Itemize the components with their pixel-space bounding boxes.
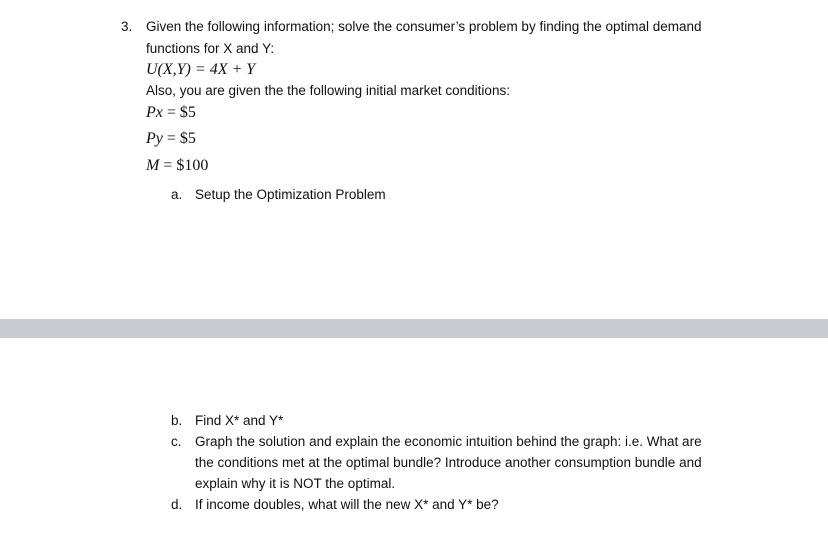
- price-x: [146, 103, 196, 123]
- part-a-text: Setup the Optimization Problem: [195, 187, 386, 202]
- price-x-label: Px: [146, 104, 163, 121]
- question-intro-line-1: Given the following information; solve the consumer’s problem by finding the optimal demand: [146, 19, 702, 34]
- part-c-line-3: explain why it is NOT the optimal.: [195, 476, 396, 491]
- utility-rhs: = 4X + Y: [194, 61, 256, 78]
- price-y: [146, 129, 196, 149]
- part-c-line-1: Graph the solution and explain the economic intuition behind the graph: i.e. What are: [195, 434, 702, 449]
- price-x-value: = $5: [166, 104, 196, 121]
- part-c-marker: c.: [171, 434, 182, 449]
- part-d-marker: d.: [171, 497, 183, 512]
- income-label: M: [146, 157, 160, 174]
- income-value: = $100: [163, 157, 209, 174]
- utility-function: [146, 60, 255, 80]
- price-y-value: = $5: [166, 130, 196, 147]
- part-a-marker: a.: [171, 187, 183, 202]
- utility-lhs: U(X,Y): [146, 61, 191, 78]
- part-b-text: Find X* and Y*: [195, 413, 284, 428]
- page-divider: [0, 319, 828, 338]
- part-c-line-2: the conditions met at the optimal bundle? Introduce another consumption bundle and: [195, 455, 702, 470]
- conditions-intro: Also, you are given the the following initial market conditions:: [146, 83, 510, 98]
- part-d-text: If income doubles, what will the new X* and Y* be?: [195, 497, 499, 512]
- question-number: 3.: [121, 19, 133, 34]
- income: [146, 156, 208, 176]
- price-y-label: Py: [146, 130, 163, 147]
- question-intro-line-2: functions for X and Y:: [146, 41, 275, 56]
- part-b-marker: b.: [171, 413, 183, 428]
